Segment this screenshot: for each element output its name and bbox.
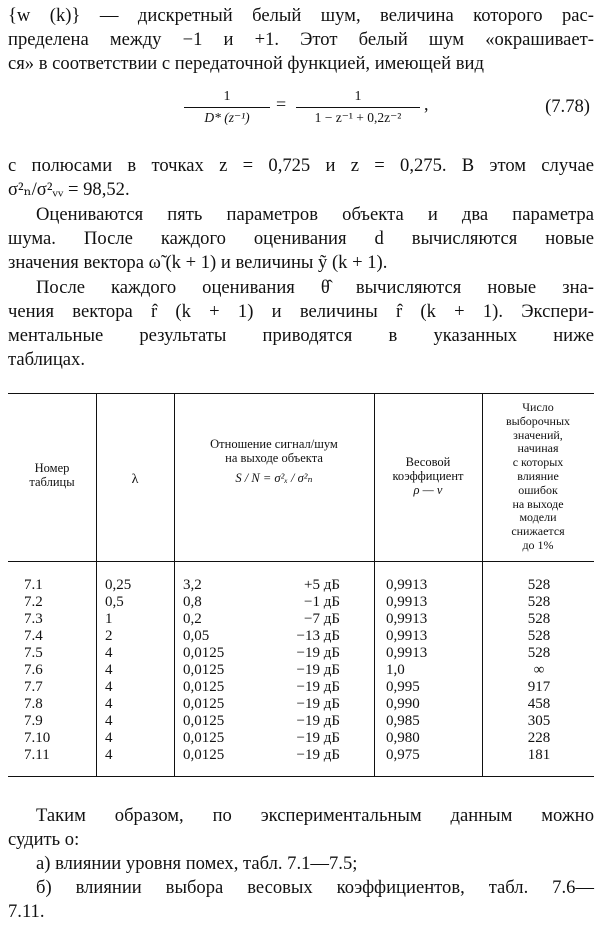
text-line: пределена между −1 и +1. Этот белый шум «окрашивает- — [8, 29, 594, 50]
text-line: с полюсами в точках z = 0,725 и z = 0,275. В этом случае — [8, 155, 594, 176]
snr-ratio-sigma: σ²ₓ / σ²ₙ — [274, 471, 313, 485]
header-snr: Отношение сигнал/шум на выходе объекта S / N = σ²ₓ / σ²ₙ — [210, 437, 338, 485]
table-cell: 0,9913 — [386, 611, 428, 627]
table-cell: 1 — [105, 611, 113, 627]
table-cell: 0,9913 — [386, 645, 428, 661]
table-cell: 528 — [527, 594, 551, 610]
fraction-denominator: D* (z⁻¹) — [204, 110, 250, 125]
text-line: судить о: — [8, 829, 80, 850]
table-cell: 0,990 — [386, 696, 420, 712]
table-cell: 0,05 — [183, 628, 210, 644]
table-cell: −7 дБ — [304, 611, 340, 627]
table-row — [8, 662, 594, 679]
table-cell: 7.11 — [24, 747, 50, 763]
table-cell: 7.1 — [24, 577, 43, 593]
table-row — [8, 713, 594, 730]
header-table-no: Номер таблицы — [29, 461, 75, 489]
table-cell: 4 — [105, 730, 113, 746]
text-line: шума. После каждого оценивания d вычисляются новые — [8, 228, 594, 249]
paragraph-estimation — [8, 203, 594, 275]
table-cell: 7.8 — [24, 696, 43, 712]
table-cell: 7.3 — [24, 611, 43, 627]
table-cell: −19 дБ — [296, 730, 340, 746]
table-cell: −1 дБ — [304, 594, 340, 610]
text-line: значения вектора ω̃ (k + 1) и величины ỹ (k + 1). — [8, 252, 388, 273]
table-cell: 0,9913 — [386, 628, 428, 644]
table-cell: 4 — [105, 713, 113, 729]
table-cell: 0,0125 — [183, 679, 225, 695]
paragraph-results — [8, 276, 594, 372]
table-cell: 917 — [527, 679, 551, 695]
text-line: {w (k)} — дискретный белый шум, величина которого рас- — [8, 5, 594, 26]
table-cell: 3,2 — [183, 577, 202, 593]
equation-number: (7.78) — [545, 96, 590, 117]
table-cell: 4 — [105, 696, 113, 712]
table-cell: 228 — [527, 730, 551, 746]
table-cell: ∞ — [533, 662, 545, 678]
table-cell: 0,0125 — [183, 645, 225, 661]
table-cell: 0,25 — [105, 577, 132, 593]
fraction-rhs — [296, 88, 420, 126]
table-cell: 0,0125 — [183, 662, 225, 678]
table-cell: 0,0125 — [183, 730, 225, 746]
table-cell: 0,9913 — [386, 577, 428, 593]
text-line: Таким образом, по экспериментальным данным можно — [36, 805, 594, 826]
table-cell: 181 — [527, 747, 551, 763]
text-line: таблицах. — [8, 349, 85, 370]
table-cell: +5 дБ — [304, 577, 340, 593]
table-cell: 4 — [105, 747, 113, 763]
table-cell: 0,975 — [386, 747, 420, 763]
table-cell: −19 дБ — [296, 696, 340, 712]
table-row — [8, 679, 594, 696]
table-cell: 1,0 — [386, 662, 405, 678]
table-cell: −19 дБ — [296, 747, 340, 763]
table-cell: 0,985 — [386, 713, 420, 729]
table-cell: 0,995 — [386, 679, 420, 695]
table-bottom-rule — [8, 776, 594, 777]
fraction-numerator: 1 — [296, 88, 420, 108]
table-cell: 458 — [527, 696, 551, 712]
table-row — [8, 577, 594, 594]
table-cell: 0,5 — [105, 594, 124, 610]
table-cell: 0,9913 — [386, 594, 428, 610]
table-cell: 7.7 — [24, 679, 43, 695]
fraction-numerator: 1 — [184, 88, 270, 108]
table-row — [8, 730, 594, 747]
table-cell: 7.9 — [24, 713, 43, 729]
table-cell: 0,0125 — [183, 747, 225, 763]
table-cell: 528 — [527, 628, 551, 644]
text-line: Оцениваются пять параметров объекта и два параметра — [36, 204, 594, 225]
table-cell: 7.4 — [24, 628, 43, 644]
table-row — [8, 594, 594, 611]
table-cell: 4 — [105, 679, 113, 695]
table-cell: 4 — [105, 645, 113, 661]
header-weight: Весовой коэффициент ρ — ν — [392, 455, 464, 497]
list-item: а) влиянии уровня помех, табл. 7.1—7.5; — [36, 853, 358, 874]
snr-ratio-label: S / N — [235, 471, 260, 485]
fraction-denominator: 1 − z⁻¹ + 0,2z⁻² — [314, 110, 402, 125]
table-cell: 0,0125 — [183, 713, 225, 729]
header-lambda: λ — [131, 472, 139, 487]
table-cell: −13 дБ — [296, 628, 340, 644]
table-cell: 528 — [527, 645, 551, 661]
text-line: ся» в соответствии с передаточной функцией, имеющей вид — [8, 53, 484, 74]
list-item: б) влиянии выбора весовых коэффициентов, табл. 7.6— — [36, 877, 594, 898]
table-cell: −19 дБ — [296, 645, 340, 661]
fraction-lhs — [184, 88, 270, 126]
text-line: 7.11. — [8, 901, 45, 922]
table-row — [8, 628, 594, 645]
table-cell: 305 — [527, 713, 551, 729]
table-cell: 528 — [527, 611, 551, 627]
table-row — [8, 611, 594, 628]
table-cell: 528 — [527, 577, 551, 593]
table-cell: 7.10 — [24, 730, 51, 746]
results-table — [8, 393, 594, 777]
paragraph-conclusion — [8, 804, 594, 924]
table-cell: 0,8 — [183, 594, 202, 610]
text-line: ментальные результаты приводятся в указанных ниже — [8, 325, 594, 346]
equals-sign: = — [276, 94, 287, 114]
header-sample-count: Число выборочных значений, начиная с которых влияние ошибок на выходе модели снижается до 1% — [505, 400, 571, 552]
table-cell: 7.6 — [24, 662, 43, 678]
table-cell: 0,2 — [183, 611, 202, 627]
table-row — [8, 747, 594, 764]
table-row — [8, 696, 594, 713]
equation-7-78 — [0, 80, 600, 130]
text-line: σ²ₙ/σ²ᵥᵥ = 98,52. — [8, 179, 130, 200]
table-cell: 4 — [105, 662, 113, 678]
paragraph-intro — [8, 4, 594, 76]
table-cell: 2 — [105, 628, 113, 644]
paragraph-poles — [8, 154, 594, 202]
text-line: После каждого оценивания θ̂ вычисляются новые зна- — [36, 277, 594, 298]
table-cell: 0,980 — [386, 730, 420, 746]
table-cell: −19 дБ — [296, 679, 340, 695]
table-cell: −19 дБ — [296, 713, 340, 729]
table-cell: −19 дБ — [296, 662, 340, 678]
table-row — [8, 645, 594, 662]
table-cell: 0,0125 — [183, 696, 225, 712]
table-cell: 7.5 — [24, 645, 43, 661]
text-line: чения вектора r̂ (k + 1) и величины r̂ (k + 1). Экспери- — [8, 301, 594, 322]
formula-comma: , — [424, 94, 429, 114]
table-cell: 7.2 — [24, 594, 43, 610]
